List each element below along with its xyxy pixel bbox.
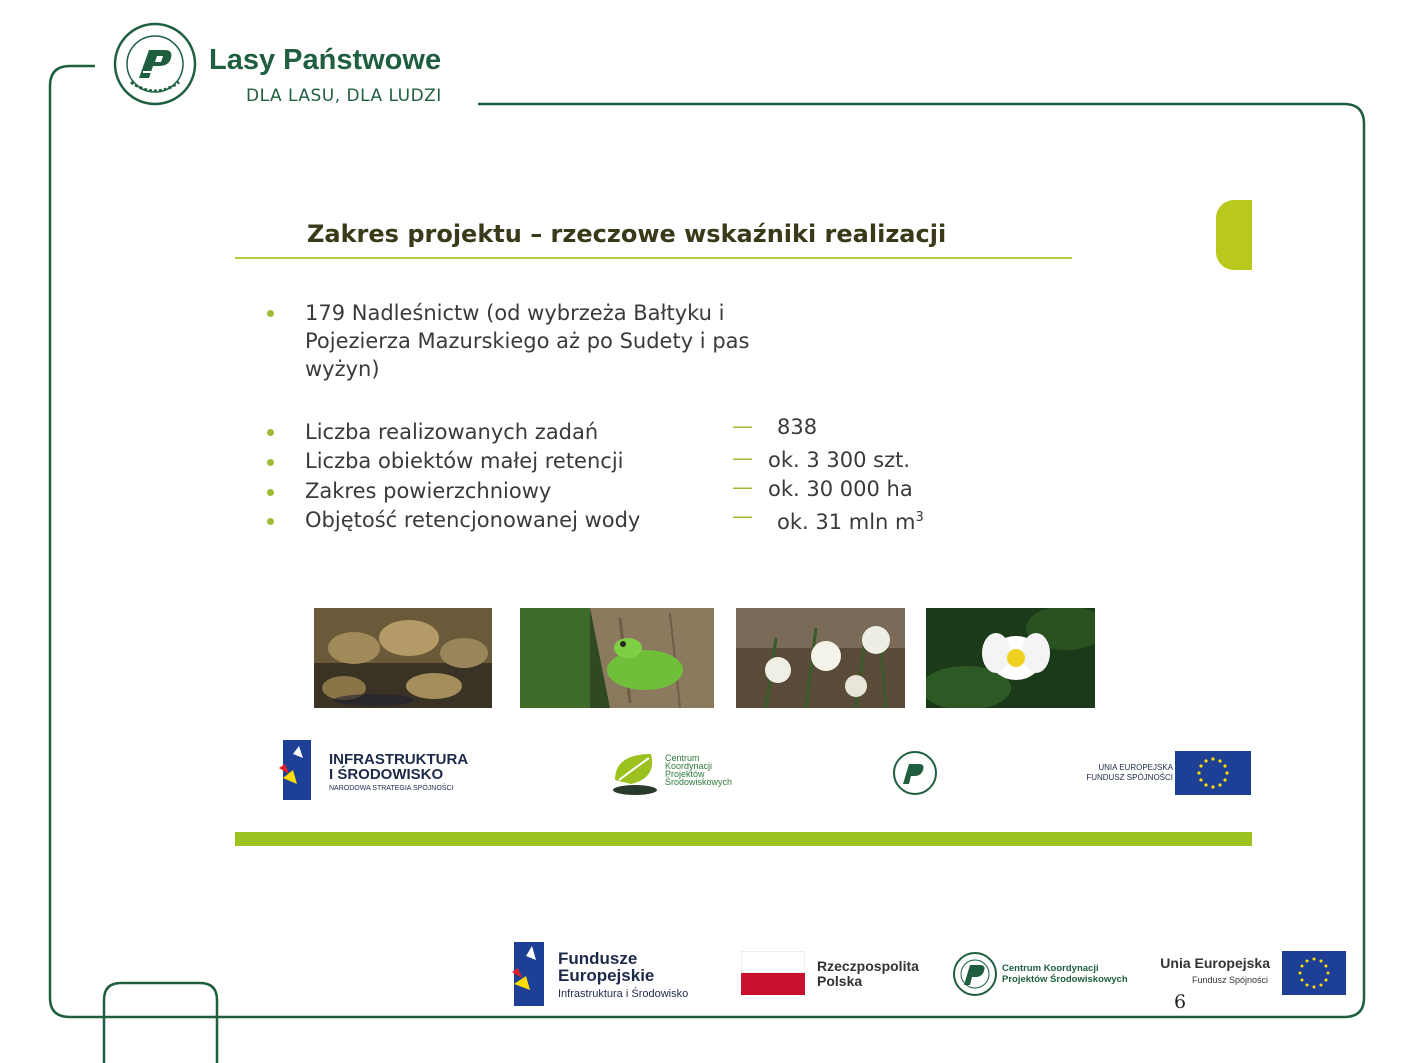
stat-label: Objętość retencjonowanej wody — [305, 508, 641, 532]
slide-title: Zakres projektu – rzeczowe wskaźniki realizacji — [307, 220, 947, 248]
lasy-panstwowe-seal-icon — [113, 22, 197, 106]
slide-accent-tab — [1216, 200, 1252, 270]
ckps-footer-line1: Centrum Koordynacji — [1002, 963, 1099, 974]
page-number: 6 — [1174, 991, 1187, 1013]
rp-line2: Polska — [817, 973, 863, 989]
stat-value-text: ok. 31 mln m — [777, 510, 916, 534]
infra-line1: INFRASTRUKTURA — [329, 751, 469, 768]
logo-fundusze-europejskie — [508, 942, 708, 1008]
infra-line3: NARODOWA STRATEGIA SPÓJNOŚCI — [329, 785, 454, 792]
brand-tagline: DLA LASU, DLA LUDZI — [246, 86, 442, 106]
logo-ue-fundusz-spojnosci-slide — [1065, 751, 1252, 795]
bullet-dot — [267, 310, 274, 317]
slide — [235, 178, 1252, 848]
bullet-dot — [267, 459, 274, 466]
stat-label: Zakres powierzchniowy — [305, 479, 552, 503]
rp-line1: Rzeczpospolita — [817, 958, 919, 974]
bullet-paragraph — [305, 299, 865, 383]
stat-value: ok. 30 000 ha — [768, 477, 913, 501]
stat-dash: — — [732, 504, 753, 528]
lasy-panstwowe-small-seal-icon — [889, 750, 941, 796]
stat-value: ok. 3 300 szt. — [768, 448, 911, 472]
stat-dash: — — [732, 475, 753, 499]
ue-footer-line1: Unia Europejska — [1160, 955, 1270, 971]
eu-flag-icon — [1175, 751, 1251, 795]
slide-bottom-bar — [235, 832, 1252, 846]
photo-water-lily — [926, 608, 1095, 708]
stat-label: Liczba realizowanych zadań — [305, 420, 599, 444]
infra-line2: I ŚRODOWISKO — [329, 766, 444, 783]
bullet-dot — [267, 489, 274, 496]
polish-flag-icon — [741, 951, 805, 995]
paragraph-line: Pojezierza Mazurskiego aż po Sudety i pas — [305, 329, 750, 353]
stat-value-sup: 3 — [915, 510, 924, 525]
ckps-lines — [665, 754, 732, 786]
logo-ckps-slide — [611, 750, 771, 798]
title-underline — [235, 257, 1072, 259]
fe-line2: Europejskie — [558, 966, 655, 985]
ckps-line: Projektów — [665, 769, 705, 779]
photo-moss-tussocks — [314, 608, 492, 708]
paragraph-line: wyżyn) — [305, 357, 380, 381]
ckps-line: Środowiskowych — [665, 777, 733, 787]
ckps-footer-line2: Projektów Środowiskowych — [1002, 974, 1128, 985]
ckps-line: Koordynacji — [665, 761, 713, 771]
lasy-panstwowe-footer-seal-icon — [952, 951, 998, 997]
logo-infrastruktura-srodowisko — [273, 740, 493, 802]
logo-ckps-footer — [952, 951, 1142, 997]
paragraph-line: 179 Nadleśnictw (od wybrzeża Bałtyku i — [305, 301, 725, 325]
infrastruktura-flag-icon — [273, 740, 313, 800]
stat-dash: — — [732, 446, 753, 470]
stat-label: Liczba obiektów małej retencji — [305, 449, 624, 473]
stat-value — [777, 504, 924, 536]
fe-line1: Fundusze — [558, 949, 638, 968]
ckps-leaf-icon — [611, 750, 663, 796]
bullet-dot — [267, 518, 274, 525]
photo-cotton-grass — [736, 608, 905, 708]
stat-value: 838 — [777, 415, 818, 439]
fe-line3: Infrastruktura i Środowisko — [558, 988, 689, 1000]
brand-name: Lasy Państwowe — [209, 44, 442, 76]
ue-line2: FUNDUSZ SPÓJNOŚCI — [1086, 773, 1173, 782]
bullet-dot — [267, 429, 274, 436]
logo-rzeczpospolita-polska — [741, 951, 931, 997]
ue-line1: UNIA EUROPEJSKA — [1098, 763, 1173, 772]
stat-dash: — — [732, 414, 753, 438]
ue-footer-line2: Fundusz Spójności — [1191, 975, 1268, 985]
ckps-line: Centrum — [665, 753, 700, 763]
photo-tree-frog — [520, 608, 714, 708]
fundusze-flag-icon — [508, 942, 546, 1006]
eu-flag-footer-icon — [1282, 951, 1346, 995]
